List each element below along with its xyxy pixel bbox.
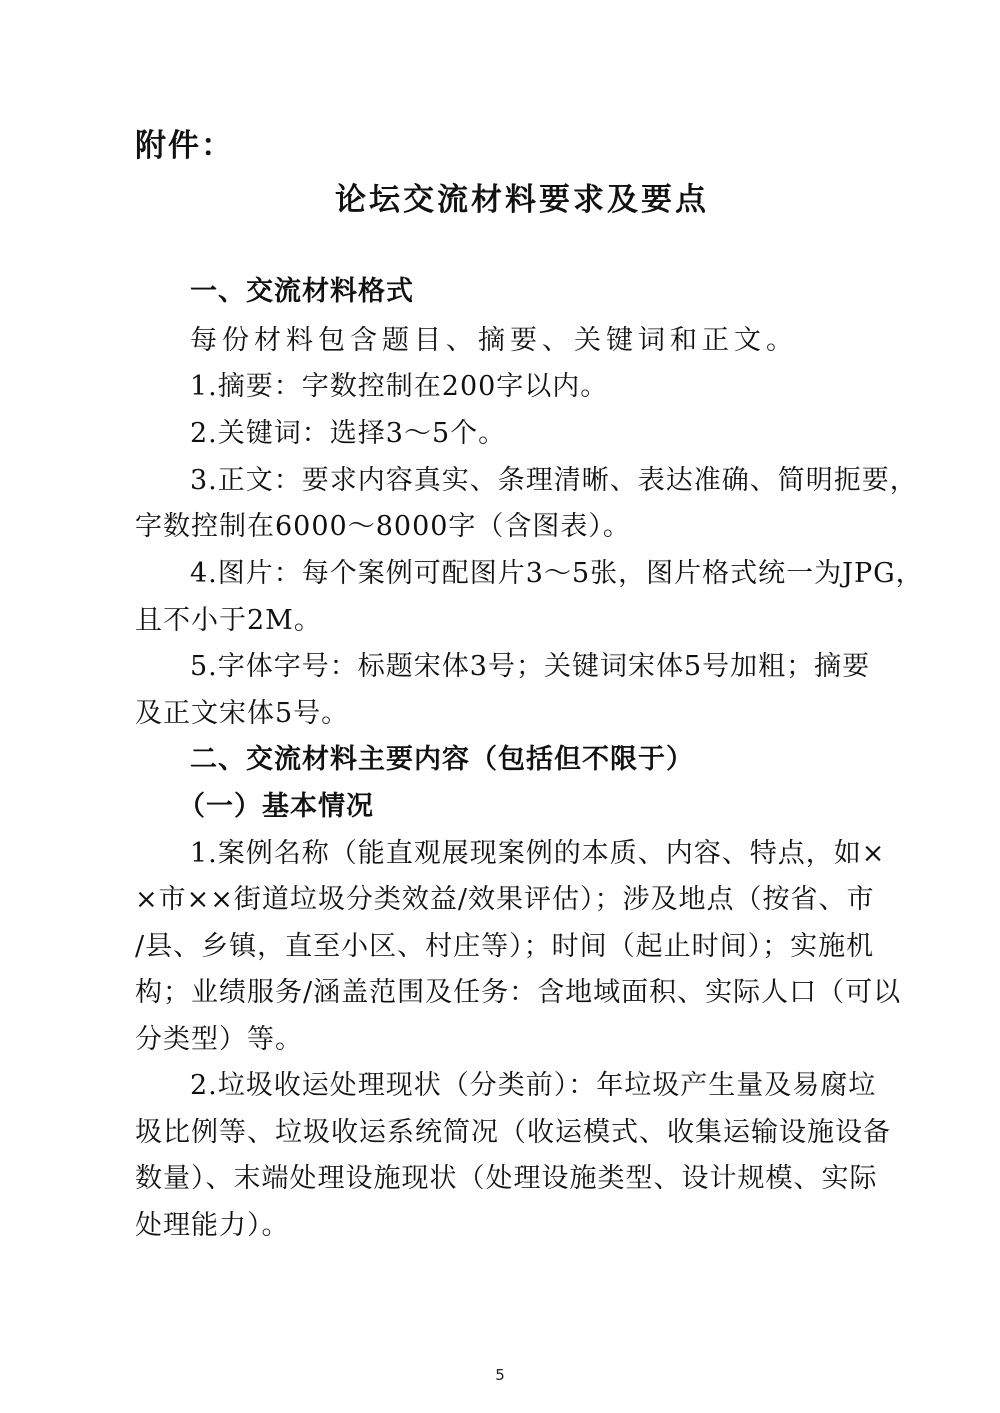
section1-intro: 每份材料包含题目、摘要、关键词和正文。: [190, 325, 798, 356]
section1-item2: 2.关键词：选择3～5个。: [190, 418, 507, 449]
section1-item5-line1: 5.字体字号：标题宋体3号；关键词宋体5号加粗；摘要: [190, 651, 871, 682]
section1-item1: 1.摘要：字数控制在200字以内。: [190, 371, 609, 402]
section2-heading: 二、交流材料主要内容（包括但不限于）: [190, 744, 694, 775]
page-number: 5: [495, 1366, 505, 1384]
section1-heading: 一、交流材料格式: [190, 276, 414, 307]
section1-item3-line2: 字数控制在6000～8000字（含图表）。: [135, 511, 631, 542]
section1-item4-line2: 且不小于2M。: [135, 605, 322, 636]
section1-item5-line2: 及正文宋体5号。: [135, 698, 350, 729]
section2-p2-line3: 数量）、末端处理设施现状（处理设施类型、设计规模、实际: [135, 1163, 878, 1194]
section1-item3-line1: 3.正文：要求内容真实、条理清晰、表达准确、简明扼要，: [190, 465, 918, 496]
section2-p2-line1: 2.垃圾收运处理现状（分类前）：年垃圾产生量及易腐垃: [190, 1070, 877, 1101]
attachment-label: 附件：: [135, 128, 234, 164]
section2-p1-line5: 分类型）等。: [135, 1024, 303, 1055]
section2-p2-line2: 圾比例等、垃圾收运系统简况（收运模式、收集运输设施设备: [135, 1117, 891, 1148]
section2-p1-line1: 1.案例名称（能直观展现案例的本质、内容、特点，如×: [190, 838, 886, 869]
section2-p1-line3: /县、乡镇，直至小区、村庄等）；时间（起止时间）；实施机: [135, 931, 875, 962]
section1-item4-line1: 4.图片：每个案例可配图片3～5张，图片格式统一为JPG，: [190, 558, 924, 589]
section2-p1-line4: 构；业绩服务/涵盖范围及任务：含地域面积、实际人口（可以: [135, 977, 902, 1008]
section2-p2-line4: 处理能力）。: [135, 1210, 290, 1241]
section2-p1-line2: ×市××街道垃圾分类效益/效果评估）；涉及地点（按省、市: [135, 884, 875, 915]
section2-sub1-heading: （一）基本情况: [178, 791, 374, 822]
document-title: 论坛交流材料要求及要点: [335, 182, 709, 218]
